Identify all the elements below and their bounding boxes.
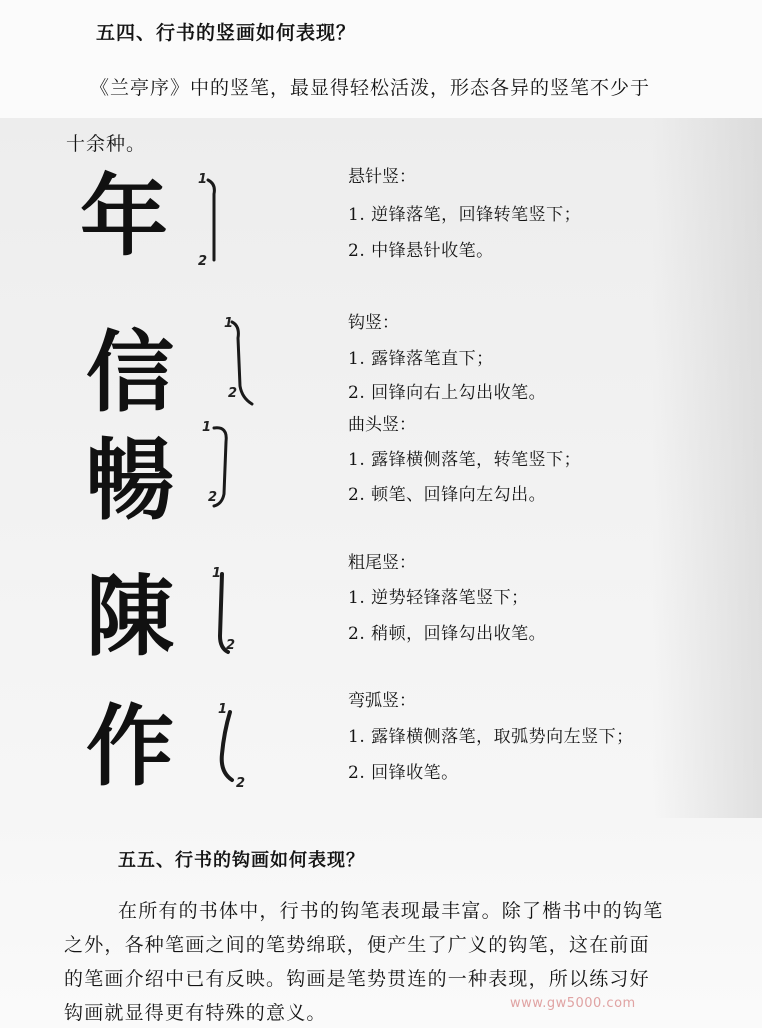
- stroke-end-label: 2: [236, 776, 246, 791]
- stroke-diagram-qutou: [200, 420, 250, 520]
- stroke-end-label: 2: [226, 638, 236, 653]
- stroke-type-title: 钩竖：: [348, 313, 399, 333]
- stroke-step: 1. 露锋落笔直下；: [348, 349, 494, 369]
- stroke-type-title: 弯弧竖：: [348, 691, 416, 711]
- stroke-step: 2. 顿笔、回锋向左勾出。: [348, 485, 547, 505]
- stroke-step: 2. 中锋悬针收笔。: [348, 241, 494, 261]
- stroke-diagram-wanhu: [210, 702, 260, 802]
- page-shadow: [652, 118, 762, 818]
- stroke-step: 1. 逆势轻锋落笔竖下；: [348, 588, 529, 608]
- section-55-line: 的笔画介绍中已有反映。钩画是笔势贯连的一种表现，所以练习好: [64, 968, 650, 990]
- section-54-heading: 五四、行书的竖画如何表现？: [96, 22, 357, 44]
- section-54-intro-line2: 十余种。: [66, 133, 147, 155]
- stroke-end-label: 2: [198, 254, 208, 269]
- stroke-step: 1. 露锋横侧落笔，取弧势向左竖下；: [348, 727, 634, 747]
- calligraphy-glyph-zuo: 作: [86, 694, 175, 798]
- stroke-step: 2. 回锋收笔。: [348, 763, 459, 783]
- stroke-end-label: 2: [228, 386, 238, 401]
- site-watermark: www.gw5000.com: [510, 996, 636, 1011]
- section-55-heading: 五五、行书的钩画如何表现？: [118, 850, 365, 871]
- stroke-type-title: 悬针竖：: [348, 167, 416, 187]
- stroke-type-title: 粗尾竖：: [348, 553, 416, 573]
- stroke-step: 1. 露锋横侧落笔，转笔竖下；: [348, 450, 582, 470]
- stroke-step: 1. 逆锋落笔，回锋转笔竖下；: [348, 205, 582, 225]
- stroke-start-label: 1: [198, 172, 208, 187]
- section-54-intro-line1: 《兰亭序》中的竖笔，最显得轻松活泼，形态各异的竖笔不少于: [90, 77, 651, 99]
- stroke-type-title: 曲头竖：: [348, 415, 416, 435]
- calligraphy-glyph-chang: 暢: [86, 428, 175, 532]
- stroke-step: 2. 稍顿，回锋勾出收笔。: [348, 624, 547, 644]
- stroke-step: 2. 回锋向右上勾出收笔。: [348, 383, 547, 403]
- calligraphy-glyph-nian: 年: [80, 164, 169, 268]
- section-55-line: 钩画就显得更有特殊的意义。: [64, 1002, 327, 1024]
- stroke-start-label: 1: [212, 566, 222, 581]
- section-55-line: 之外，各种笔画之间的笔势绵联，便产生了广义的钩笔，这在前面: [64, 934, 650, 956]
- stroke-diagram-gou: [222, 316, 272, 416]
- stroke-end-label: 2: [208, 490, 218, 505]
- stroke-start-label: 1: [218, 702, 228, 717]
- calligraphy-glyph-chen: 陳: [86, 564, 175, 668]
- section-55-line: 在所有的书体中，行书的钩笔表现最丰富。除了楷书中的钩笔: [118, 900, 664, 922]
- stroke-start-label: 1: [202, 420, 212, 435]
- stroke-start-label: 1: [224, 316, 234, 331]
- calligraphy-glyph-xin: 信: [86, 320, 175, 424]
